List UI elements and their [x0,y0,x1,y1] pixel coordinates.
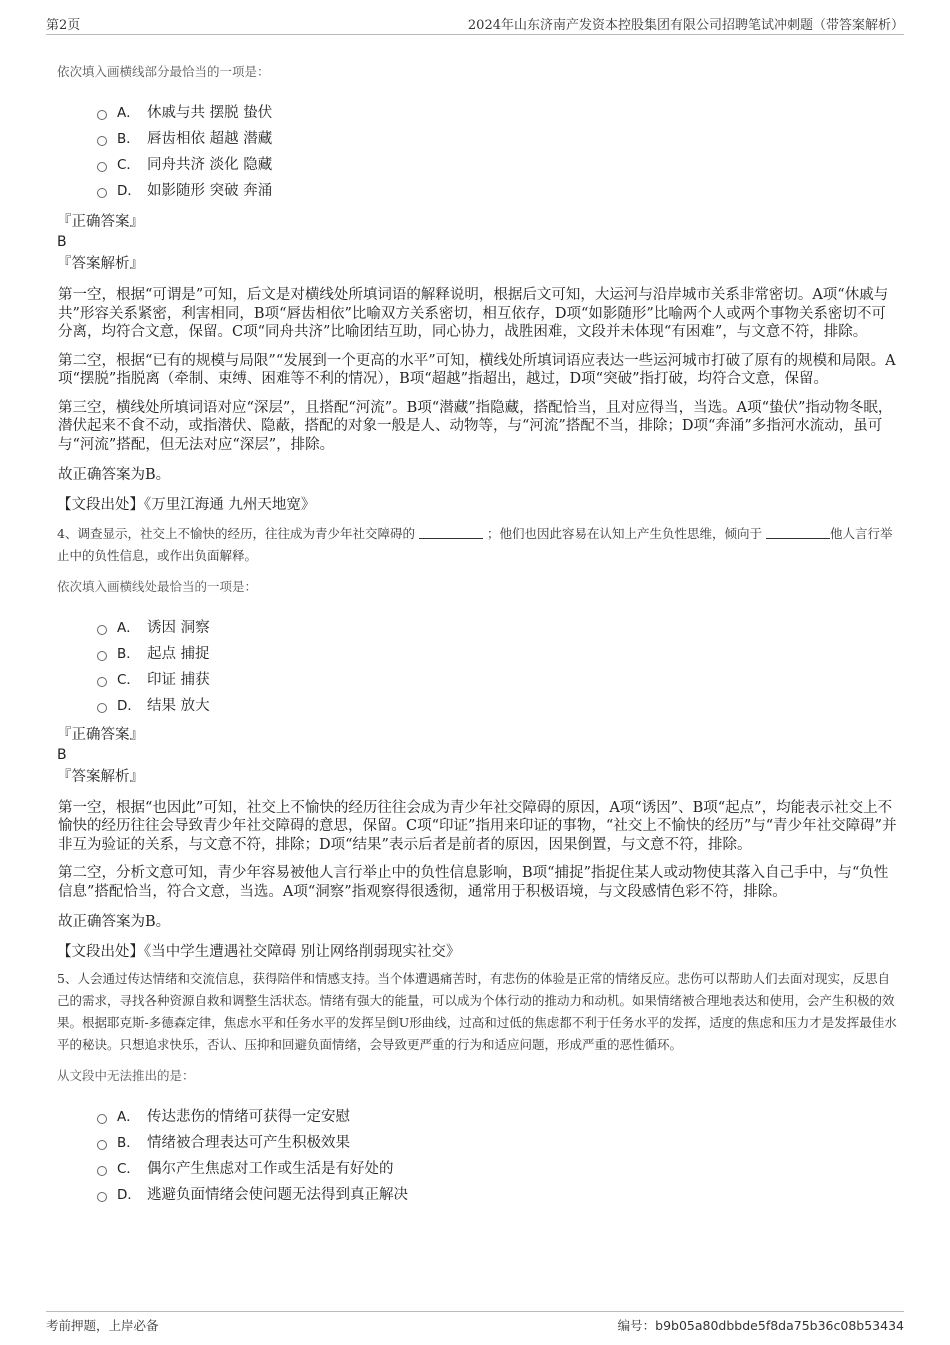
q4-analysis-para-2: 第二空，分析文意可知，青少年容易被他人言行举止中的负性信息影响，B项“捕捉”指捉住某人或动物使其落入自己手中，与“负性信息”搭配恰当，符合文意，当选。A项“洞察”指观察得很透彻，通常用于积极语境，与文段感情色彩不符，排除。 [58,865,889,900]
radio-icon[interactable] [97,651,107,661]
q3-conclusion: 故正确答案为B。 [58,467,171,483]
radio-icon[interactable] [97,136,107,146]
q3-analysis-para-3: 第三空，横线处所填词语对应“深层”，且搭配“河流”。B项“潜藏”指隐藏，搭配恰当，且对应得当，当选。A项“蛰伏”指动物冬眠，潜伏起来不食不动，或指潜伏、隐蔽，搭配的对象一般是人、动物等，与“河流”搭配不当，排除；D项“奔涌”多指河水流动，虽可与“河流”搭配，但无法对应“深层”，排除。 [58,399,893,453]
q3-prompt: 依次填入画横线部分最恰当的一项是： [57,64,270,79]
q3-analysis-para-2: 第二空，根据“已有的规模与局限”“发展到一个更高的水平”可知，横线处所填词语应表达一些运河城市打破了原有的规模和局限。A项“摆脱”指脱离（牵制、束缚、困难等不利的情况），B项“超越”指超出，越过，D项“突破”指打破，均符合文意，保留。 [58,352,896,387]
q5-question: 5、人会通过传达情绪和交流信息，获得陪伴和情感支持。当个体遭遇痛苦时，有悲伤的体验是正常的情绪反应。悲伤可以帮助人们去面对现实，反思自己的需求，寻找各种资源自救和调整生活状态。情绪有强大的能量，可以成为个体行动的推动力和动机。如果情绪被合理地表达和使用，会产生积极的效果。根据耶克斯-多德森定律，焦虑水平和任务水平的发挥呈倒U形曲线，过高和过低的焦虑都不利于任务水平的发挥，适度的焦虑和压力才是发挥最佳水平的秘诀。只想追求快乐，否认、压抑和回避负面情绪，会导致更严重的行为和适应问题，形成严重的恶性循环。 [57,970,897,1052]
q4-options [57,615,897,719]
document-body [57,62,897,1208]
q4-analysis-para-1: 第一空，根据“也因此”可知，社交上不愉快的经历往往会成为青少年社交障碍的原因，A项“诱因”、B项“起点”，均能表示社交上不愉快的经历往往会导致青少年社交障碍的意思，保留。C项“印证”指用来印证的事物，“社交上不愉快的经历”与“青少年社交障碍”并非互为验证的关系，与文意不符，排除；D项“结果”表示后者是前者的原因，因果倒置，与文意不符，排除。 [58,799,897,853]
q4-answer: B [57,746,67,763]
q4-analysis-label: 『答案解析』 [57,768,144,785]
radio-icon[interactable] [97,677,107,687]
q5-options [57,1104,897,1208]
q3-options [57,100,897,204]
radio-icon[interactable] [97,1192,107,1202]
q3-analysis-label: 『答案解析』 [57,256,144,272]
q4-option-a[interactable]: A． 诱因 洞察 [97,615,897,641]
q3-option-d[interactable]: D． 如影随形 突破 奔涌 [97,178,897,204]
radio-icon[interactable] [97,1114,107,1124]
radio-icon[interactable] [97,703,107,713]
q4-question: 4、调查显示，社交上不愉快的经历，往往成为青少年社交障碍的 ；他们也因此容易在认知上产生负性思维，倾向于 他人言行举止中的负性信息，或作出负面解释。 [57,525,893,563]
q5-prompt: 从文段中无法推出的是： [57,1067,195,1083]
page-footer [46,1311,904,1336]
q4-option-b[interactable]: B． 起点 捕捉 [97,641,897,667]
q4-blank-2 [766,526,830,539]
radio-icon[interactable] [97,162,107,172]
q4-conclusion: 故正确答案为B。 [58,914,171,930]
q3-option-a[interactable]: A． 休戚与共 摆脱 蛰伏 [97,100,897,126]
q4-option-c[interactable]: C． 印证 捕获 [97,667,897,693]
q4-answer-label: 『正确答案』 [57,726,144,743]
q3-option-c[interactable]: C． 同舟共济 淡化 隐藏 [97,152,897,178]
q3-option-b[interactable]: B． 唇齿相依 超越 潜藏 [97,126,897,152]
q5-option-b[interactable]: B． 情绪被合理表达可产生积极效果 [97,1130,897,1156]
radio-icon[interactable] [97,110,107,120]
document-title: 2024年山东济南产发资本控股集团有限公司招聘笔试冲刺题（带答案解析） [467,18,904,33]
q3-answer: B [57,234,67,250]
q5-option-d[interactable]: D． 逃避负面情绪会使问题无法得到真正解决 [97,1182,897,1208]
q3-source: 【文段出处】《万里江海通 九州天地宽》 [57,496,316,513]
q4-prompt: 依次填入画横线处最恰当的一项是： [57,578,258,594]
document-code: 编号：b9b05a80dbbde5f8da75b36c08b53434 [617,1318,904,1333]
page-header [46,12,904,35]
q5-option-c[interactable]: C． 偶尔产生焦虑对工作或生活是有好处的 [97,1156,897,1182]
q4-blank-1 [419,526,483,539]
q3-analysis-para-1: 第一空，根据“可谓是”可知，后文是对横线处所填词语的解释说明，根据后文可知，大运河与沿岸城市关系非常密切。A项“休戚与共”形容关系紧密，利害相同，B项“唇齿相依”比喻双方关系密切，相互依存，D项“如影随形”比喻两个人或两个事物关系密切不可分离，均符合文意，保留。C项“同舟共济”比喻团结互助，同心协力，战胜困难，文段并未体现“有困难”，与文意不符，排除。 [58,287,889,340]
q3-answer-label: 『正确答案』 [57,214,144,230]
page-number: 第2页 [46,18,81,33]
radio-icon[interactable] [97,625,107,635]
q4-source: 【文段出处】《当中学生遭遇社交障碍 别让网络削弱现实社交》 [57,943,461,960]
radio-icon[interactable] [97,188,107,198]
radio-icon[interactable] [97,1140,107,1150]
footer-slogan: 考前押题，上岸必备 [46,1318,159,1333]
radio-icon[interactable] [97,1166,107,1176]
q5-option-a[interactable]: A． 传达悲伤的情绪可获得一定安慰 [97,1104,897,1130]
q4-option-d[interactable]: D． 结果 放大 [97,693,897,719]
